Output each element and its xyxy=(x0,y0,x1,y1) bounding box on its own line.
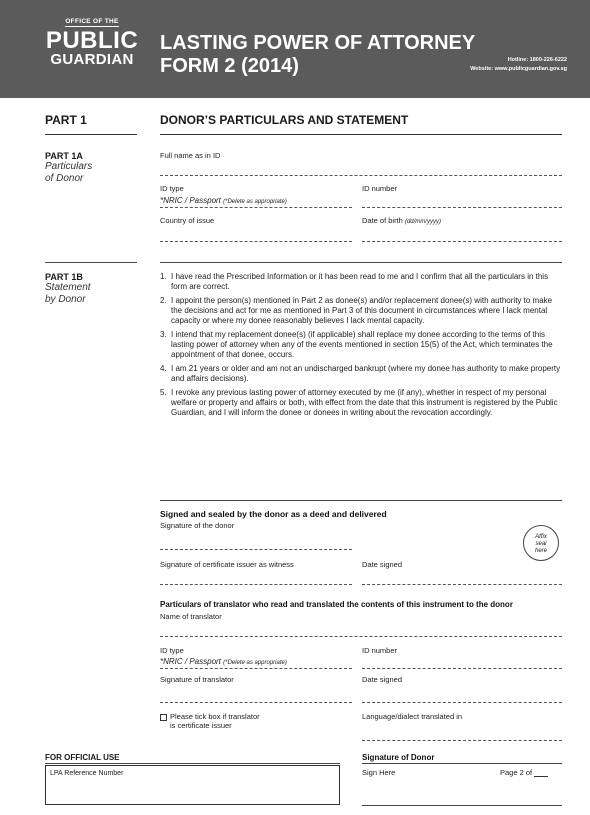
translator-name-label: Name of translator xyxy=(160,612,222,621)
form-title-line1: LASTING POWER OF ATTORNEY xyxy=(160,32,476,54)
statement-item: 4. I am 21 years or older and am not an undischarged bankrupt (where my donee has authority to make property and affairs decisions). xyxy=(160,364,561,383)
logo-public-text: PUBLIC xyxy=(45,27,139,54)
total-pages-field[interactable] xyxy=(534,776,548,777)
part1b-sub2: by Donor xyxy=(45,294,86,305)
part1a-label: PART 1A xyxy=(45,151,83,161)
seal-text: Affix xyxy=(535,534,547,540)
translator-date-label: Date signed xyxy=(362,675,403,684)
statement-item: 5. I revoke any previous lasting power of attorney executed by me (if any), whether in respect of my personal welfare or property and affairs or both, with effect from the date that this instrument is registered by the Public Guardian, and I will inform the donee or donees in writing about the revocation accordingly. xyxy=(160,388,558,417)
donor-sign-line[interactable] xyxy=(362,805,562,806)
divider xyxy=(45,134,137,135)
website[interactable]: Website: www.publicguardian.gov.sg xyxy=(470,66,567,72)
translator-tick-option[interactable] xyxy=(160,712,260,730)
translator-id-type-field[interactable] xyxy=(160,668,352,669)
divider xyxy=(160,500,562,501)
official-use-label: FOR OFFICIAL USE xyxy=(45,753,120,762)
language-label: Language/dialect translated in xyxy=(362,712,463,721)
donor-signature-label: Signature of the donor xyxy=(160,521,235,530)
statement-item: 1. I have read the Prescribed Information or it has been read to me and I confirm that all the particulars in this form are correct. xyxy=(160,272,549,291)
part1b-sub1: Statement xyxy=(45,282,91,293)
dob-field[interactable] xyxy=(362,241,562,242)
divider xyxy=(160,262,562,263)
divider xyxy=(160,134,562,135)
id-type-field[interactable] xyxy=(160,207,352,208)
id-number-label: ID number xyxy=(362,184,398,193)
signing-heading: Signed and sealed by the donor as a deed and delivered xyxy=(160,509,387,519)
divider xyxy=(45,763,340,764)
language-field[interactable] xyxy=(362,740,562,741)
id-number-field[interactable] xyxy=(362,207,562,208)
opg-logo xyxy=(44,10,140,67)
hotline: Hotline: 1800-226-6222 xyxy=(507,57,567,63)
form-title xyxy=(160,33,475,76)
part1b-label: PART 1B xyxy=(45,272,83,282)
translator-heading: Particulars of translator who read and translated the contents of this instrument to the donor xyxy=(160,600,513,609)
seal-text: seal xyxy=(535,541,547,547)
logo-small-text: OFFICE OF THE xyxy=(65,18,119,25)
form-title-line2: FORM 2 (2014) xyxy=(160,55,299,77)
sign-here-label: Sign Here xyxy=(362,768,396,777)
full-name-label: Full name as in ID xyxy=(160,151,221,160)
country-label: Country of issue xyxy=(160,216,215,225)
divider xyxy=(362,763,562,764)
lpa-reference-label: LPA Reference Number xyxy=(50,770,124,777)
id-type-note: (*Delete as appropriate) xyxy=(223,199,287,205)
full-name-field[interactable] xyxy=(160,175,562,176)
translator-id-type-label: ID type xyxy=(160,646,184,655)
dob-label-text: Date of birth xyxy=(362,216,403,225)
translator-signature-field[interactable] xyxy=(160,702,352,703)
logo-guardian-text: GUARDIAN xyxy=(50,51,134,68)
divider xyxy=(45,262,137,263)
translator-id-number-label: ID number xyxy=(362,646,398,655)
seal-circle xyxy=(523,525,559,561)
translator-id-type-note: (*Delete as appropriate) xyxy=(223,660,287,666)
translator-cert-checkbox[interactable] xyxy=(160,714,167,721)
statement-item: 2. I appoint the person(s) mentioned in Part 2 as donee(s) and/or replacement donee(s) with authority to make the decisions and act for me as mentioned in Part 3 of this document in circumstances where I lack mental capacity or where my donee reasonably believes I lack mental capacity. xyxy=(160,296,553,325)
dob-label xyxy=(362,216,441,225)
translator-id-type-value[interactable] xyxy=(160,657,287,666)
part1a-sub1: Particulars xyxy=(45,161,93,172)
page-indicator xyxy=(500,768,548,777)
date-signed-field[interactable] xyxy=(362,584,562,585)
translator-name-field[interactable] xyxy=(160,636,562,637)
translator-id-number-field[interactable] xyxy=(362,668,562,669)
translator-date-field[interactable] xyxy=(362,702,562,703)
form-header xyxy=(0,0,590,98)
lpa-reference-box[interactable] xyxy=(45,765,340,805)
page-text: Page 2 of xyxy=(500,768,533,777)
statement-list xyxy=(160,272,562,422)
tick-label-1: Please tick box if translator xyxy=(170,712,260,721)
part1a-sub2: of Donor xyxy=(45,173,84,184)
statement-item: 3. I intend that my replacement donee(s) (if applicable) shall replace my donee according to the terms of this lasting power of attorney when any of the events mentioned in section 15(5) of the Act, which terminates the appointment of that donee, occurs. xyxy=(160,330,553,359)
id-type-label: ID type xyxy=(160,184,184,193)
cert-issuer-signature-label: Signature of certificate issuer as witness xyxy=(160,560,294,569)
dob-note: (dd/mm/yyyy) xyxy=(404,219,441,225)
contact-info xyxy=(470,56,567,74)
part1-title: DONOR’S PARTICULARS AND STATEMENT xyxy=(160,113,409,127)
date-signed-label: Date signed xyxy=(362,560,403,569)
id-type-text: *NRIC / Passport xyxy=(160,196,221,205)
translator-id-type-text: *NRIC / Passport xyxy=(160,657,221,666)
cert-issuer-signature-field[interactable] xyxy=(160,584,352,585)
donor-signature-field[interactable] xyxy=(160,549,352,550)
id-type-value[interactable] xyxy=(160,196,287,205)
tick-label-2: is certificate issuer xyxy=(170,721,232,730)
seal-text: here xyxy=(534,548,547,554)
part1-label: PART 1 xyxy=(45,113,87,127)
signature-of-donor-label: Signature of Donor xyxy=(362,753,435,762)
country-field[interactable] xyxy=(160,241,352,242)
translator-signature-label: Signature of translator xyxy=(160,675,234,684)
